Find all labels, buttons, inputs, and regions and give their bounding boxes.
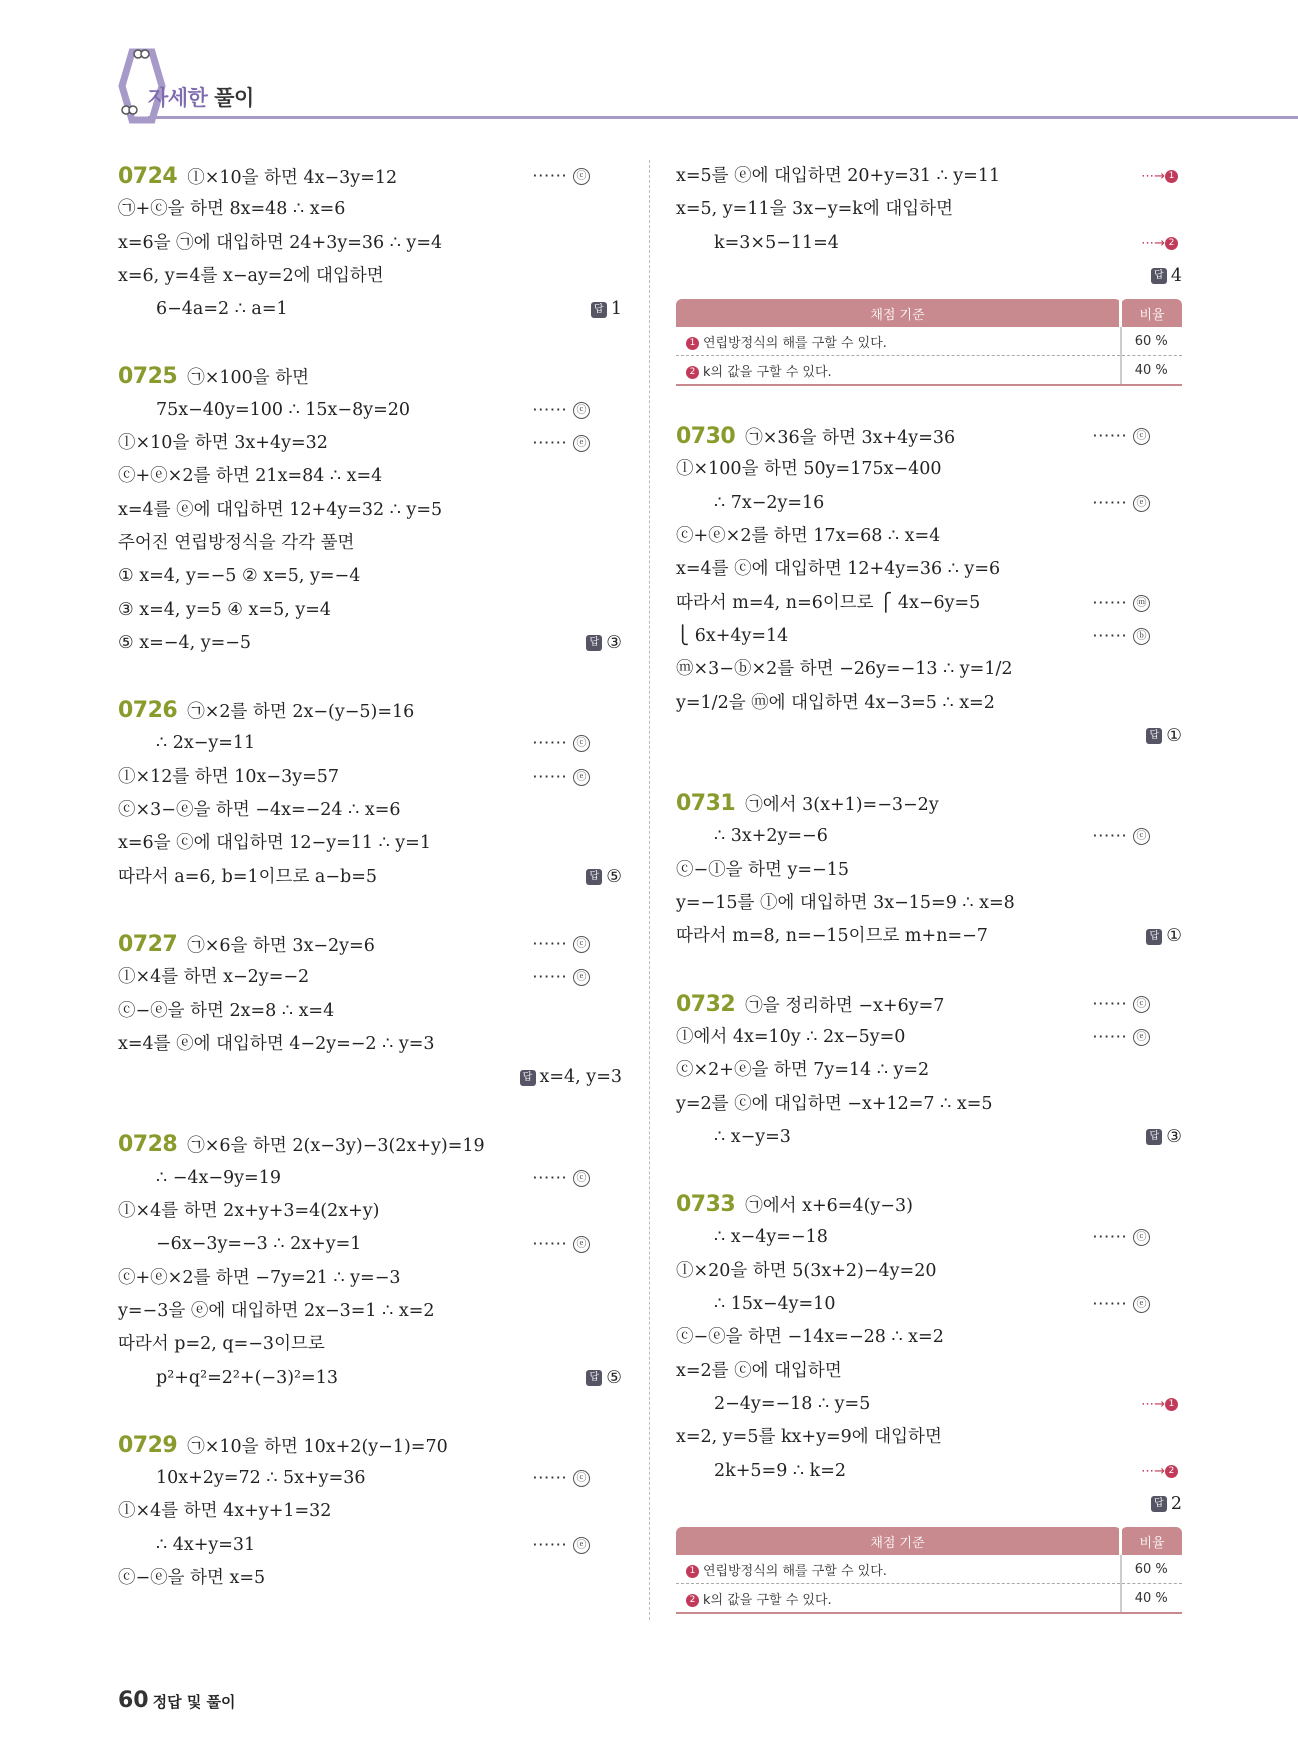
scoring-criterion [676,1584,1121,1614]
solution-line [118,460,622,493]
footer-text: 정답 및 풀이 [152,1693,236,1711]
circled-label: ⓒ [573,168,590,185]
solution-line [676,420,1182,453]
solution-line [118,794,622,827]
solution-line [676,160,1182,193]
solution-line [118,1061,622,1094]
page-header [118,48,1298,128]
answer-value: ⑤ [606,1367,622,1388]
solution-line [676,1321,1182,1354]
equation-tag: ⋯⋯ ⓒ [532,928,590,961]
line-text: ㉠×6을 하면 2(x−3y)−3(2x+y)=19 [187,1136,485,1157]
problem-block [118,1128,622,1394]
solution-line [676,820,1182,853]
equation-tag: ⋯⋯ ⓒ [532,727,590,760]
scoring-row [676,327,1182,356]
line-text: 따라서 a=6, b=1이므로 a−b=5 [118,866,378,887]
line-text: y=1/2을 ⓜ에 대입하면 4x−3=5 ∴ x=2 [676,692,995,713]
equation-tag: ⋯⋯ ⓜ [1092,587,1150,620]
line-text: x=4를 ⓒ에 대입하면 12+4y=36 ∴ y=6 [676,559,1001,580]
line-text: y=2를 ⓒ에 대입하면 −x+12=7 ∴ x=5 [676,1093,993,1114]
answer-icon: 답 [520,1070,536,1086]
solution-line [676,1488,1182,1521]
criterion-ratio: 60 % [1121,327,1183,356]
circled-label: ⓒ [573,735,590,752]
solution-line [118,961,622,994]
answer-value: x=4, y=3 [539,1067,622,1088]
solution-line [118,1028,622,1061]
step-arrow: ⋯→ [1141,235,1165,251]
line-text: ⓛ×4를 하면 4x+y+1=32 [118,1501,332,1522]
answer-value: ⑤ [606,866,622,887]
solution-line [676,587,1182,620]
line-text: x=5를 ⓔ에 대입하면 20+y=31 ∴ y=11 [676,166,1001,186]
scoring-table [676,299,1182,386]
solution-line [118,861,622,894]
line-text: k=3×5−11=4 [714,232,839,253]
line-text: 따라서 m=8, n=−15이므로 m+n=−7 [676,926,988,947]
solution-line [118,560,622,593]
solution-line [676,1188,1182,1221]
line-text: ㉠×100을 하면 [187,368,310,389]
line-text: ㉠×2를 하면 2x−(y−5)=16 [187,702,415,723]
criterion-ratio: 40 % [1121,1584,1183,1614]
line-text: ㉠×6을 하면 3x−2y=6 [187,935,375,956]
line-text: p²+q²=2²+(−3)²=13 [156,1367,338,1388]
problem-number: 0731 [676,791,736,817]
scoring-header [676,1527,1182,1555]
equation-tag: ⋯⋯ ⓔ [532,1529,590,1562]
problem-block [676,420,1182,753]
problem-block [118,1429,622,1595]
solution-line [118,160,622,193]
solution-line [118,1495,622,1528]
scoring-header-ratio: 비율 [1121,1527,1183,1555]
circled-label: ⓔ [1133,495,1150,512]
answer [1151,1488,1182,1521]
line-text: 따라서 p=2, q=−3이므로 [118,1334,325,1355]
line-text: ∴ x−y=3 [714,1126,791,1147]
scoring-row [676,356,1182,386]
solution-line [118,1328,622,1361]
solution-line [676,487,1182,520]
solution-line [118,761,622,794]
problem-block [118,160,622,326]
line-text: x=4를 ⓔ에 대입하면 12+4y=32 ∴ y=5 [118,499,443,520]
solution-line [118,1529,622,1562]
answer-value: ① [1166,926,1182,947]
line-text: ⎩ 6x+4y=14 [676,625,789,646]
scoring-header-criteria: 채점 기준 [676,1527,1121,1555]
circled-label: ⓒ [1133,828,1150,845]
solution-line [676,1054,1182,1087]
line-text: ⓒ×2+ⓔ을 하면 7y=14 ∴ y=2 [676,1060,930,1081]
answer-value: 2 [1170,1493,1182,1514]
problem-number: 0733 [676,1192,736,1218]
answer [586,627,622,660]
criterion-text: 연립방정식의 해를 구할 수 있다. [703,1563,887,1579]
scoring-header-criteria: 채점 기준 [676,299,1121,327]
line-text: ⓛ×10을 하면 3x+4y=32 [118,433,328,454]
line-text: ① x=4, y=−5 ② x=5, y=−4 [118,566,361,587]
line-text: ⓒ−ⓔ을 하면 2x=8 ∴ x=4 [118,1000,335,1021]
line-text: ⓛ×100을 하면 50y=175x−400 [676,459,942,480]
line-text: ⓒ−ⓔ을 하면 x=5 [118,1567,266,1588]
circled-label: ⓒ [573,402,590,419]
solution-line [118,427,622,460]
equation-tag: ⋯⋯ ⓑ [1092,620,1150,653]
line-text: x=5, y=11을 3x−y=k에 대입하면 [676,199,953,220]
problem-block [676,988,1182,1154]
solution-line [118,1562,622,1595]
circled-label: ⓒ [1133,996,1150,1013]
problem-block [118,694,622,894]
solution-line [676,1421,1182,1454]
step-number: 1 [1165,1398,1178,1411]
scoring-criterion [676,1555,1121,1584]
line-text: ∴ 7x−2y=16 [714,492,825,513]
step-number: 1 [1165,170,1178,183]
line-text: ⓛ×12를 하면 10x−3y=57 [118,766,340,787]
solution-line [676,1455,1182,1488]
solution-line [118,1362,622,1395]
line-text: ⓛ×20을 하면 5(3x+2)−4y=20 [676,1260,937,1281]
step-marker [1141,1388,1182,1421]
solution-line [118,293,622,326]
problem-number: 0724 [118,164,178,189]
equation-tag: ⋯⋯ ⓔ [532,761,590,794]
answer-value: ① [1166,725,1182,746]
solution-line [676,1021,1182,1054]
answer [1151,260,1182,293]
solution-line [118,694,622,727]
circled-label: ⓔ [573,435,590,452]
equation-tag: ⋯⋯ ⓒ [532,1462,590,1495]
answer-value: ③ [1166,1126,1182,1147]
answer [591,293,622,326]
line-text: ⑤ x=−4, y=−5 [118,632,252,653]
problem-number: 0726 [118,698,178,724]
line-text: x=4를 ⓔ에 대입하면 4−2y=−2 ∴ y=3 [118,1033,435,1054]
line-text: ㉠×36을 하면 3x+4y=36 [745,428,956,449]
problem-block [676,160,1182,386]
circled-label: ⓒ [573,1470,590,1487]
line-text: ∴ 15x−4y=10 [714,1294,836,1315]
solution-line [118,827,622,860]
problem-block [676,1188,1182,1614]
equation-tag: ⋯⋯ ⓒ [532,394,590,427]
solution-line [118,494,622,527]
circled-label: ⓔ [1133,1029,1150,1046]
answer-icon: 답 [586,635,602,651]
solution-line [118,260,622,293]
step-arrow: ⋯→ [1141,1463,1165,1479]
step-arrow: ⋯→ [1141,169,1165,184]
solution-line [118,928,622,961]
circled-label: ⓒ [1133,1229,1150,1246]
answer [1146,1121,1182,1154]
line-text: −6x−3y=−3 ∴ 2x+y=1 [156,1234,362,1255]
answer-icon: 답 [1151,1496,1167,1512]
equation-tag: ⋯⋯ ⓔ [532,427,590,460]
circled-label: ⓑ [1133,628,1150,645]
answer [586,861,622,894]
step-marker [1141,227,1182,260]
solution-line [118,1429,622,1462]
line-text: ⓜ×3−ⓑ×2를 하면 −26y=−13 ∴ y=1/2 [676,659,1013,680]
line-text: 주어진 연립방정식을 각각 풀면 [118,532,355,553]
answer-icon: 답 [1151,268,1167,284]
solution-line [118,627,622,660]
solution-line [676,854,1182,887]
line-text: ㉠+ⓒ을 하면 8x=48 ∴ x=6 [118,199,346,220]
line-text: x=6, y=4를 x−ay=2에 대입하면 [118,265,384,286]
line-text: ㉠×10을 하면 10x+2(y−1)=70 [187,1436,448,1457]
problem-block [118,928,622,1094]
equation-tag: ⋯⋯ ⓔ [532,961,590,994]
equation-tag: ⋯⋯ ⓒ [1092,988,1150,1021]
solution-line [118,1128,622,1161]
solution-line [676,1255,1182,1288]
problem-number: 0729 [118,1432,178,1458]
circled-label: ⓜ [1133,595,1150,612]
answer-icon: 답 [586,869,602,885]
line-text: 75x−40y=100 ∴ 15x−8y=20 [156,399,411,420]
line-text: ⓒ+ⓔ×2를 하면 21x=84 ∴ x=4 [118,466,383,487]
solution-line [676,1355,1182,1388]
answer-icon: 답 [1146,929,1162,945]
solution-line [676,227,1182,260]
solution-line [676,653,1182,686]
equation-tag: ⋯⋯ ⓒ [532,1162,590,1195]
line-text: 2k+5=9 ∴ k=2 [714,1460,846,1481]
solution-line [118,394,622,427]
solution-line [118,1228,622,1261]
solution-line [676,553,1182,586]
page-footer [118,1688,236,1713]
answer-value: 1 [610,299,622,320]
line-text: ⓒ−ⓛ을 하면 y=−15 [676,859,849,880]
line-text: ∴ 4x+y=31 [156,1534,256,1555]
equation-tag: ⋯⋯ ⓒ [1092,1221,1150,1254]
criterion-number: 2 [686,1594,699,1607]
line-text: 6−4a=2 ∴ a=1 [156,299,288,320]
line-text: 2−4y=−18 ∴ y=5 [714,1393,871,1414]
solution-line [676,260,1182,293]
answer-value: 4 [1170,265,1182,286]
criterion-text: k의 값을 구할 수 있다. [703,364,832,380]
problem-block [676,787,1182,953]
line-text: x=6을 ⓒ에 대입하면 12−y=11 ∴ y=1 [118,833,431,854]
line-text: ∴ 3x+2y=−6 [714,826,828,847]
scoring-criterion [676,356,1121,386]
solution-line [676,687,1182,720]
line-text: ∴ −4x−9y=19 [156,1167,281,1188]
line-text: x=6을 ㉠에 대입하면 24+3y=36 ∴ y=4 [118,232,443,253]
step-marker [1141,160,1182,193]
criterion-text: 연립방정식의 해를 구할 수 있다. [703,335,887,351]
answer-icon: 답 [586,1370,602,1386]
solution-line [676,1288,1182,1321]
solution-line [676,988,1182,1021]
answer-icon: 답 [1146,728,1162,744]
scoring-table [676,1527,1182,1614]
criterion-text: k의 값을 구할 수 있다. [703,1592,832,1608]
problem-block [118,360,622,660]
solution-line [118,727,622,760]
solution-line [118,1262,622,1295]
line-text: y=−15를 ⓛ에 대입하면 3x−15=9 ∴ x=8 [676,893,1015,914]
circled-label: ⓔ [573,769,590,786]
scoring-header [676,299,1182,327]
solution-line [676,1121,1182,1154]
problem-number: 0730 [676,424,736,450]
scoring-criterion [676,327,1121,356]
solution-line [676,193,1182,226]
problem-number: 0732 [676,991,736,1017]
line-text: ㉠에서 x+6=4(y−3) [745,1196,913,1217]
equation-tag: ⋯⋯ ⓒ [1092,820,1150,853]
step-marker [1141,1455,1182,1488]
circled-label: ⓔ [1133,1296,1150,1313]
criterion-number: 1 [686,337,699,350]
answer-icon: 답 [1146,1129,1162,1145]
line-text: ⓒ+ⓔ×2를 하면 17x=68 ∴ x=4 [676,526,941,547]
line-text: ⓛ×4를 하면 x−2y=−2 [118,967,310,988]
circled-label: ⓒ [1133,428,1150,445]
solution-line [118,193,622,226]
solution-line [676,1221,1182,1254]
solution-line [118,995,622,1028]
problem-number: 0728 [118,1132,178,1158]
step-number: 2 [1165,1465,1178,1478]
scoring-row [676,1584,1182,1614]
solution-line [118,1195,622,1228]
answer-icon: 답 [591,302,607,318]
criterion-ratio: 40 % [1121,356,1183,386]
line-text: ③ x=4, y=5 ④ x=5, y=4 [118,599,332,620]
solution-line [676,887,1182,920]
solution-line [118,1295,622,1328]
solution-line [676,787,1182,820]
answer [586,1362,622,1395]
answer [1146,720,1182,753]
circled-label: ⓔ [573,969,590,986]
step-arrow: ⋯→ [1141,1396,1165,1412]
equation-tag: ⋯⋯ ⓔ [532,1228,590,1261]
line-text: ⓛ×10을 하면 4x−3y=12 [187,168,398,188]
solution-line [676,1088,1182,1121]
answer-value: ③ [606,632,622,653]
answer [520,1061,622,1094]
solution-line [118,227,622,260]
solution-line [118,360,622,393]
line-text: ⓒ×3−ⓔ을 하면 −4x=−24 ∴ x=6 [118,800,401,821]
line-text: ∴ 2x−y=11 [156,733,256,754]
criterion-number: 2 [686,366,699,379]
solution-line [118,594,622,627]
criterion-ratio: 60 % [1121,1555,1183,1584]
line-text: ⓒ+ⓔ×2를 하면 −7y=21 ∴ y=−3 [118,1267,401,1288]
solution-line [676,620,1182,653]
equation-tag: ⋯⋯ ⓒ [1092,420,1150,453]
step-number: 2 [1165,237,1178,250]
header-title: 자세한 풀이 [148,86,254,110]
criterion-number: 1 [686,1565,699,1578]
solution-line [676,920,1182,953]
problem-number: 0725 [118,364,178,390]
circled-label: ⓒ [573,936,590,953]
solution-line [118,527,622,560]
scoring-header-ratio: 비율 [1121,299,1183,327]
circled-label: ⓔ [573,1236,590,1253]
equation-tag: ⋯⋯ ⓔ [1092,1021,1150,1054]
solution-line [676,1388,1182,1421]
equation-tag: ⋯⋯ ⓔ [1092,1288,1150,1321]
line-text: ㉠을 정리하면 −x+6y=7 [745,995,945,1016]
problem-number: 0727 [118,931,178,957]
line-text: 10x+2y=72 ∴ 5x+y=36 [156,1468,366,1489]
solution-line [118,1162,622,1195]
line-text: ∴ x−4y=−18 [714,1227,828,1248]
left-column [118,160,622,1629]
line-text: 따라서 m=4, n=6이므로 ⎧ 4x−6y=5 [676,592,981,613]
right-column [676,160,1182,1648]
scoring-row [676,1555,1182,1584]
equation-tag: ⋯⋯ ⓒ [532,160,590,193]
circled-label: ⓔ [573,1537,590,1554]
line-text: ⓛ×4를 하면 2x+y+3=4(2x+y) [118,1201,380,1222]
line-text: y=−3을 ⓔ에 대입하면 2x−3=1 ∴ x=2 [118,1300,435,1321]
solution-line [118,1462,622,1495]
header-rule [148,116,1298,119]
line-text: ⓒ−ⓔ을 하면 −14x=−28 ∴ x=2 [676,1327,944,1348]
line-text: ㉠에서 3(x+1)=−3−2y [745,795,939,816]
circled-label: ⓒ [573,1170,590,1187]
solution-line [676,720,1182,753]
solution-line [676,520,1182,553]
page-number: 60 [118,1688,149,1713]
line-text: x=2, y=5를 kx+y=9에 대입하면 [676,1427,942,1448]
answer [1146,920,1182,953]
solution-line [676,453,1182,486]
column-divider [649,160,650,1620]
equation-tag: ⋯⋯ ⓔ [1092,487,1150,520]
line-text: x=2를 ⓒ에 대입하면 [676,1360,842,1381]
line-text: ⓛ에서 4x=10y ∴ 2x−5y=0 [676,1026,906,1047]
